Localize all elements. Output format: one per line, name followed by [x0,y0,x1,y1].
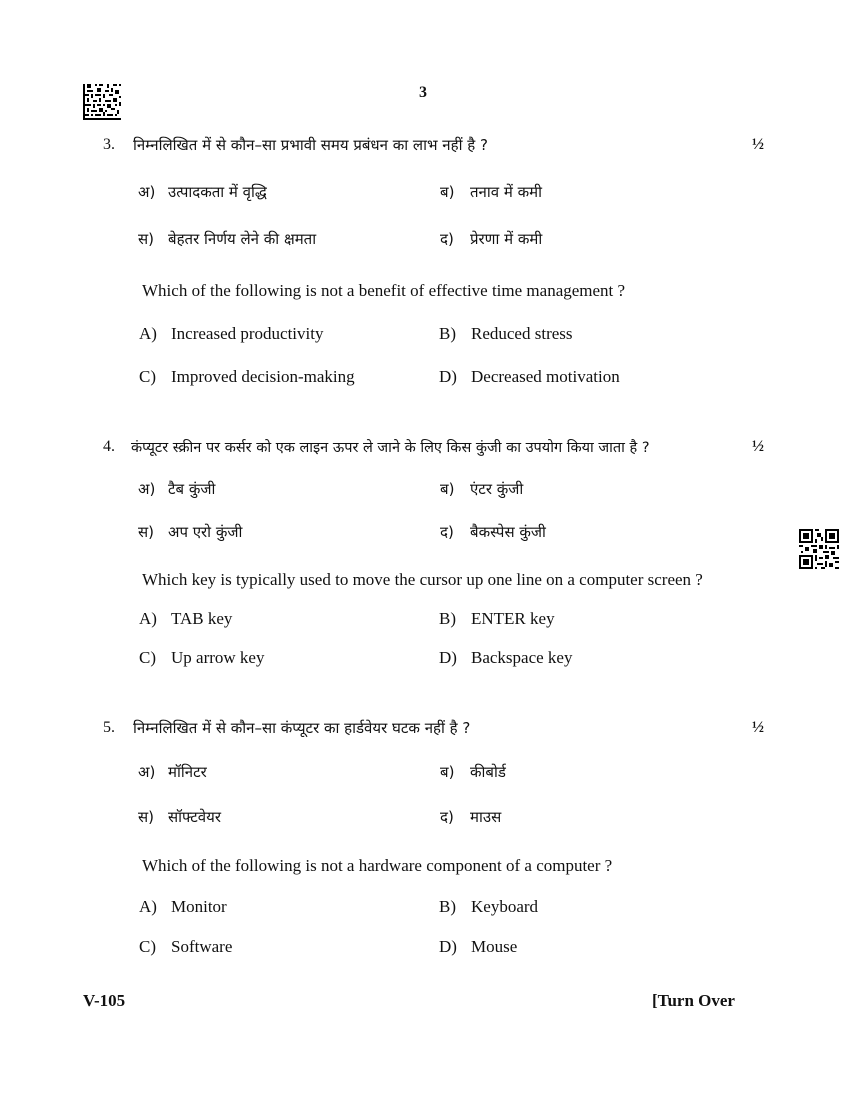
option-letter: B) [439,324,456,343]
marks-label: ½ [752,438,764,455]
option-hindi-a [138,182,267,202]
option-english-b [439,324,573,344]
option-letter: स) [138,523,154,541]
option-english-b [439,609,555,629]
option-letter: द) [440,230,454,248]
option-text: सॉफ्टवेयर [168,808,221,826]
option-hindi-c [138,522,242,542]
question-text-english: Which of the following is not a benefit of effective time management ? [142,281,626,300]
option-hindi-a [138,762,207,782]
option-english-b [439,897,538,917]
option-letter: C) [139,367,156,386]
qr-code-icon [799,529,839,569]
option-text: एंटर कुंजी [470,480,524,498]
option-letter: C) [139,937,156,956]
option-letter: B) [439,609,456,628]
option-english-d [439,937,517,957]
option-text: बेहतर निर्णय लेने की क्षमता [168,230,317,248]
option-english-a [139,609,232,629]
option-english-c [139,937,232,957]
option-letter: A) [139,609,157,628]
option-text: मॉनिटर [168,763,207,781]
question-number: 4. [103,438,115,455]
option-letter: D) [439,937,457,956]
option-text: उत्पादकता में वृद्धि [168,183,267,201]
option-text: अप एरो कुंजी [168,523,243,541]
option-english-a [139,897,227,917]
option-hindi-b [440,762,506,782]
option-letter: द) [440,808,454,826]
option-text: कीबोर्ड [470,763,506,781]
option-text: बैकस्पेस कुंजी [470,523,546,541]
option-hindi-d [440,807,501,827]
question-number: 5. [103,719,115,736]
option-letter: B) [439,897,456,916]
marks-label: ½ [752,136,764,153]
question-text-english: Which of the following is not a hardware component of a computer ? [142,856,613,875]
option-hindi-b [440,479,523,499]
option-letter: D) [439,648,457,667]
option-text: Reduced stress [471,324,573,343]
option-hindi-d [440,229,542,249]
option-letter: A) [139,324,157,343]
option-english-c [139,648,264,668]
question-text-hindi: कंप्यूटर स्क्रीन पर कर्सर को एक लाइन ऊपर ले जाने के लिए किस कुंजी का उपयोग किया जाता है ? [131,440,650,456]
option-letter: अ) [138,763,156,781]
option-hindi-b [440,182,542,202]
option-text: Software [171,937,233,956]
option-letter: C) [139,648,156,667]
option-text: TAB key [171,609,233,628]
option-letter: स) [138,808,154,826]
option-english-d [439,648,572,668]
question-text-hindi: निम्नलिखित में से कौन–सा कंप्यूटर का हार्डवेयर घटक नहीं है ? [133,719,471,737]
option-letter: अ) [138,183,156,201]
question-number: 3. [103,136,115,153]
option-text: प्रेरणा में कमी [470,230,543,248]
option-english-d [439,367,620,387]
option-english-c [139,367,355,387]
option-letter: D) [439,367,457,386]
option-text: Increased productivity [171,324,324,343]
paper-code: V-105 [83,991,126,1010]
option-english-a [139,324,323,344]
option-text: Keyboard [471,897,539,916]
option-hindi-c [138,807,221,827]
option-text: Improved decision-making [171,367,355,386]
option-letter: अ) [138,480,156,498]
option-hindi-c [138,229,316,249]
option-letter: द) [440,523,454,541]
option-text: टैब कुंजी [168,480,216,498]
page-number: 3 [419,84,427,101]
option-letter: ब) [440,183,455,201]
option-letter: A) [139,897,157,916]
option-text: ENTER key [471,609,555,628]
option-text: Mouse [471,937,518,956]
datamatrix-barcode-icon [83,84,121,120]
option-letter: ब) [440,480,455,498]
option-hindi-a [138,479,215,499]
option-text: Up arrow key [171,648,265,667]
option-text: तनाव में कमी [470,183,542,201]
option-hindi-d [440,522,546,542]
option-letter: ब) [440,763,455,781]
option-text: Decreased motivation [471,367,620,386]
question-text-english: Which key is typically used to move the cursor up one line on a computer screen ? [142,570,703,589]
option-text: Backspace key [471,648,573,667]
turn-over-label: [Turn Over [652,991,735,1010]
option-text: माउस [470,808,502,826]
marks-label: ½ [752,719,764,736]
option-text: Monitor [171,897,227,916]
option-letter: स) [138,230,154,248]
question-text-hindi: निम्नलिखित में से कौन–सा प्रभावी समय प्रबंधन का लाभ नहीं है ? [133,136,488,154]
